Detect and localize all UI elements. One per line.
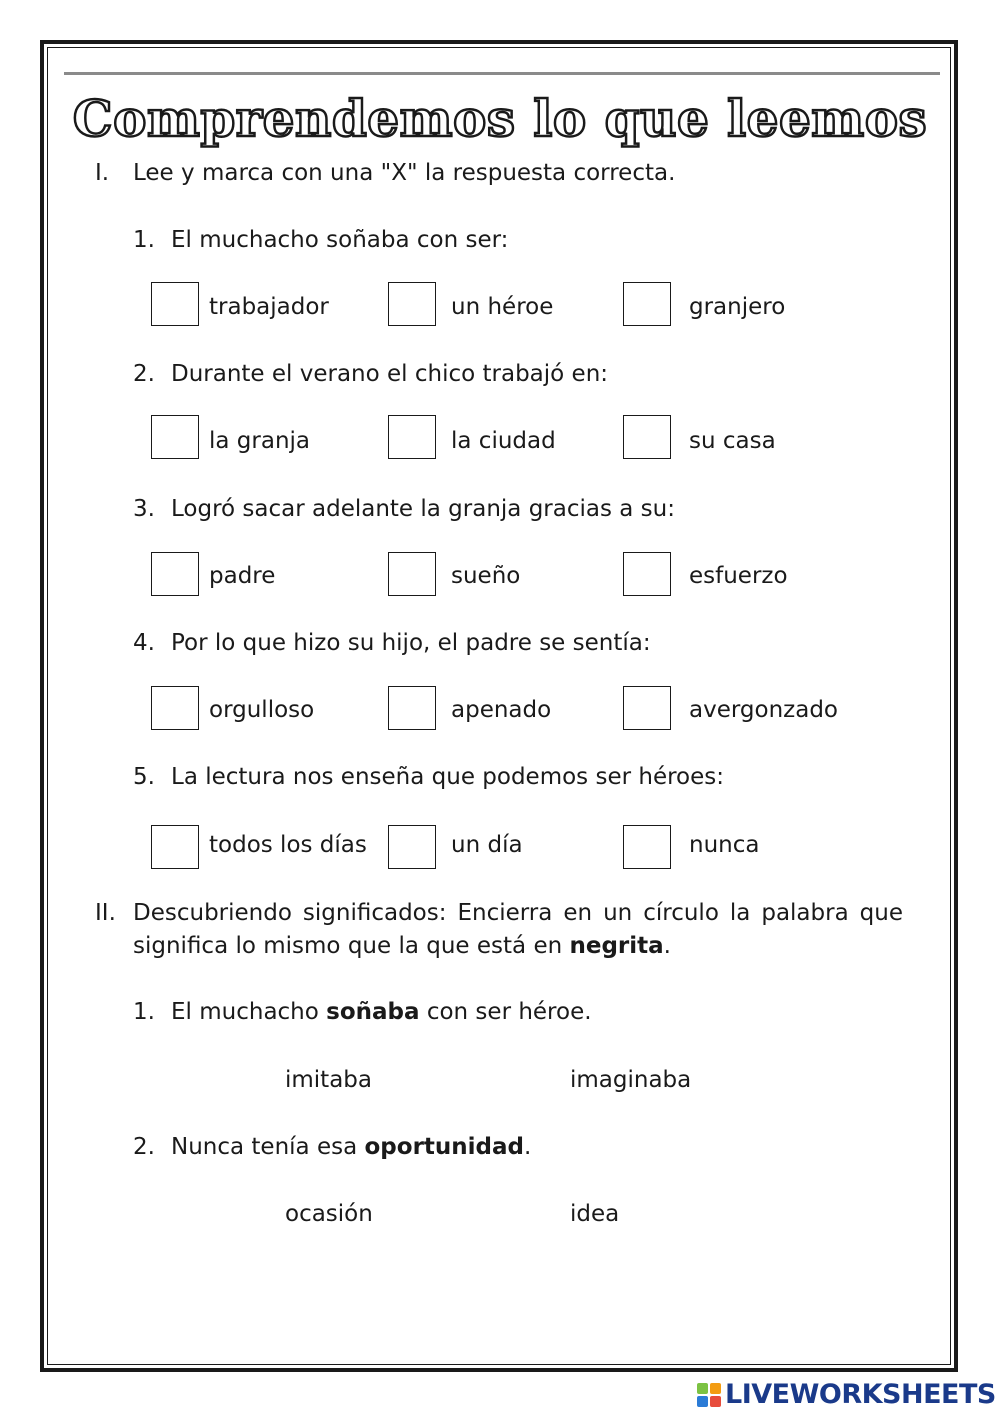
q4-number: 4.	[133, 630, 155, 656]
s2-q2-text	[171, 1132, 531, 1162]
q2-option-3-checkbox[interactable]	[623, 415, 671, 459]
logo-mark-icon	[697, 1383, 721, 1407]
s2-q1-text-before: El muchacho	[171, 999, 327, 1025]
q5-option-2-checkbox[interactable]	[388, 825, 436, 869]
s2-q1-text-after: con ser héroe.	[419, 999, 592, 1025]
section-2-instruction	[133, 897, 903, 963]
q4-option-2-label: apenado	[451, 697, 552, 723]
q2-text: Durante el verano el chico trabajó en:	[171, 361, 609, 387]
q4-option-3-checkbox[interactable]	[623, 686, 671, 730]
s2-q2-text-before: Nunca tenía esa	[171, 1134, 365, 1160]
q4-option-1-label: orgulloso	[209, 697, 315, 723]
q2-option-3-label: su casa	[689, 428, 776, 454]
section-2-instruction-end: .	[663, 933, 671, 959]
q3-option-3-checkbox[interactable]	[623, 552, 671, 596]
s2-q1-option-1[interactable]: imitaba	[285, 1067, 372, 1093]
q5-option-2-label: un día	[451, 832, 523, 858]
q5-option-3-label: nunca	[689, 832, 760, 858]
q4-option-3-label: avergonzado	[689, 697, 838, 723]
logo-square-green	[697, 1383, 708, 1394]
section-1-instruction: Lee y marca con una "X" la respuesta correcta.	[133, 160, 676, 186]
q1-number: 1.	[133, 227, 155, 253]
q1-option-2-checkbox[interactable]	[388, 282, 436, 326]
section-2-instruction-text: Descubriendo significados: Encierra en un círculo la palabra que significa lo mismo que la que está en	[133, 900, 903, 959]
section-1-numeral: I.	[95, 160, 110, 186]
q5-option-1-label: todos los días	[209, 832, 367, 858]
section-2-instruction-bold: negrita	[569, 933, 664, 959]
q3-number: 3.	[133, 496, 155, 522]
q1-option-3-checkbox[interactable]	[623, 282, 671, 326]
q3-option-2-label: sueño	[451, 563, 521, 589]
s2-q2-text-after: .	[523, 1134, 532, 1160]
q4-option-1-checkbox[interactable]	[151, 686, 199, 730]
q2-option-1-label: la granja	[209, 428, 311, 454]
section-2-numeral: II.	[95, 900, 116, 926]
logo-square-blue	[697, 1396, 708, 1407]
q1-option-1-label: trabajador	[209, 294, 329, 320]
q2-option-1-checkbox[interactable]	[151, 415, 199, 459]
s2-q1-number: 1.	[133, 999, 155, 1025]
q1-text: El muchacho soñaba con ser:	[171, 227, 509, 253]
q3-option-2-checkbox[interactable]	[388, 552, 436, 596]
q1-option-2-label: un héroe	[451, 294, 554, 320]
page-title: Comprendemos lo que leemos	[72, 89, 928, 148]
s2-q2-option-2[interactable]: idea	[570, 1201, 620, 1227]
s2-q2-keyword: oportunidad	[364, 1134, 524, 1160]
q5-text: La lectura nos enseña que podemos ser héroes:	[171, 764, 725, 790]
logo-square-orange	[710, 1383, 721, 1394]
q4-text: Por lo que hizo su hijo, el padre se sentía:	[171, 630, 651, 656]
q5-number: 5.	[133, 764, 155, 790]
q3-option-1-checkbox[interactable]	[151, 552, 199, 596]
q3-option-1-label: padre	[209, 563, 276, 589]
q3-text: Logró sacar adelante la granja gracias a su:	[171, 496, 675, 522]
q5-option-1-checkbox[interactable]	[151, 825, 199, 869]
q3-option-3-label: esfuerzo	[689, 563, 788, 589]
s2-q2-option-1[interactable]: ocasión	[285, 1201, 373, 1227]
q5-option-3-checkbox[interactable]	[623, 825, 671, 869]
logo-square-red	[710, 1396, 721, 1407]
q2-option-2-checkbox[interactable]	[388, 415, 436, 459]
s2-q2-number: 2.	[133, 1134, 155, 1160]
top-rule	[64, 72, 940, 75]
q2-number: 2.	[133, 361, 155, 387]
logo-text: LIVEWORKSHEETS	[725, 1379, 996, 1410]
s2-q1-option-2[interactable]: imaginaba	[570, 1067, 692, 1093]
q2-option-2-label: la ciudad	[451, 428, 556, 454]
liveworksheets-logo	[697, 1378, 996, 1412]
s2-q1-keyword: soñaba	[326, 999, 420, 1025]
s2-q1-text	[171, 997, 592, 1027]
q1-option-1-checkbox[interactable]	[151, 282, 199, 326]
q4-option-2-checkbox[interactable]	[388, 686, 436, 730]
q1-option-3-label: granjero	[689, 294, 786, 320]
